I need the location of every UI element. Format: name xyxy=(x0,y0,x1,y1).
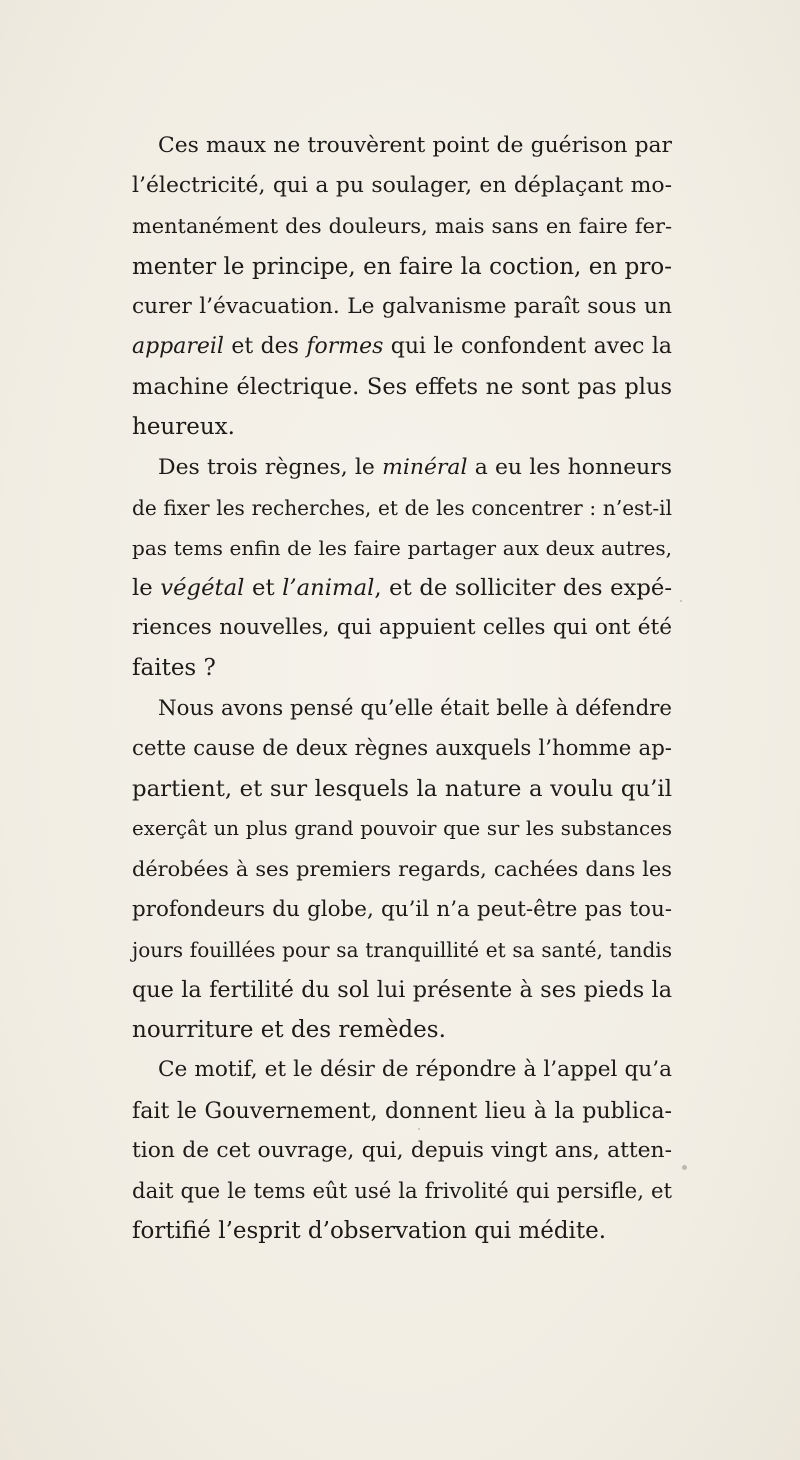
text-line: machine électrique. Ses effets ne sont pas plus xyxy=(132,374,672,401)
text-line: l’électricité, qui a pu soulager, en déplaçant mo- xyxy=(132,173,672,199)
paragraph-4 xyxy=(132,1050,672,1251)
text-line: pas tems enfin de les faire partager aux deux autres, xyxy=(132,535,672,560)
text-line: nourriture et des remèdes. xyxy=(132,1017,446,1044)
italic-word: formes xyxy=(306,333,384,359)
italic-word: appareil xyxy=(132,333,224,359)
text-segment: le xyxy=(132,575,161,602)
body-text xyxy=(132,126,672,1251)
text-line xyxy=(132,327,672,367)
text-line: dait que le tems eût usé la frivolité qui persifle, et xyxy=(132,1177,672,1203)
text-segment: Des trois règnes, le xyxy=(158,454,383,480)
text-segment: et des xyxy=(223,333,307,359)
text-line: Ce motif, et le désir de répondre à l’appel qu’a xyxy=(158,1057,672,1083)
italic-word: l’animal xyxy=(282,575,375,602)
text-segment: , et de solliciter des expé- xyxy=(374,575,672,602)
text-line: dérobées à ses premiers regards, cachées dans les xyxy=(132,857,672,882)
text-line: riences nouvelles, qui appuient celles qui ont été xyxy=(132,615,672,641)
italic-word: végétal xyxy=(160,575,245,602)
text-segment: qui le confondent avec la xyxy=(383,333,672,359)
paragraph-2 xyxy=(132,448,672,689)
text-line: Ces maux ne trouvèrent point de guérison par xyxy=(158,133,672,158)
italic-word: minéral xyxy=(382,454,468,480)
text-segment: a eu les honneurs xyxy=(467,454,672,480)
text-segment: et xyxy=(244,575,283,602)
text-line: profondeurs du globe, qu’il n’a peut-être pas tou- xyxy=(132,896,672,922)
text-line: fortifié l’esprit d’observation qui médite. xyxy=(132,1218,607,1245)
paper-speck xyxy=(682,1165,687,1170)
text-line: de fixer les recherches, et de les concentrer : n’est-il xyxy=(132,495,672,520)
text-line: cette cause de deux règnes auxquels l’homme ap- xyxy=(132,735,672,761)
text-line: curer l’évacuation. Le galvanisme paraît sous un xyxy=(132,293,672,319)
text-line: faites ? xyxy=(132,655,216,682)
paragraph-3 xyxy=(132,689,672,1051)
text-line: mentanément des douleurs, mais sans en faire fer- xyxy=(132,214,672,239)
text-line: fait le Gouvernement, donnent lieu à la publica- xyxy=(132,1097,672,1124)
text-line: heureux. xyxy=(132,414,235,441)
text-line: menter le principe, en faire la coction, en pro- xyxy=(132,253,672,280)
text-line xyxy=(132,568,672,608)
text-line: tion de cet ouvrage, qui, depuis vingt ans, atten- xyxy=(132,1137,672,1163)
text-line: partient, et sur lesquels la nature a voulu qu’il xyxy=(132,776,672,802)
text-line: Nous avons pensé qu’elle était belle à défendre xyxy=(158,695,672,721)
paper-speck xyxy=(418,1128,420,1130)
text-line: que la fertilité du sol lui présente à ses pieds la xyxy=(132,976,672,1003)
text-line xyxy=(132,448,672,488)
paragraph-1 xyxy=(132,126,672,448)
text-line: exerçât un plus grand pouvoir que sur les substances xyxy=(132,817,672,841)
paper-speck xyxy=(680,600,682,602)
text-line: jours fouillées pour sa tranquillité et sa santé, tandis xyxy=(132,937,672,962)
